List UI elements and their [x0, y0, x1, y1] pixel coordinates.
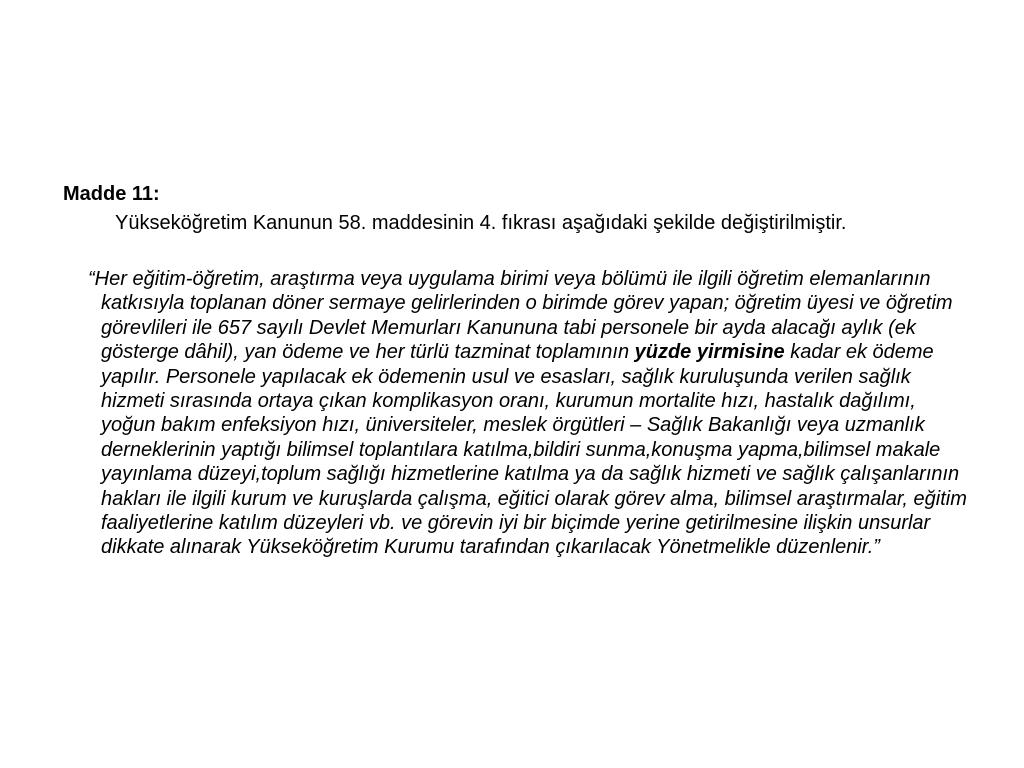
- quoted-amendment-text: [88, 267, 967, 560]
- quote-emphasis: yüzde yirmisine: [634, 341, 785, 364]
- intro-paragraph: Yükseköğretim Kanunun 58. maddesinin 4. fıkrası aşağıdaki şekilde değiştirilmiştir.: [115, 212, 847, 234]
- article-heading: Madde 11:: [63, 183, 160, 205]
- quote-text-after: kadar ek ödeme yapılır. Personele yapılacak ek ödemenin usul ve esasları, sağlık kuruluşunda verilen sağlık hizmeti sırasında ortaya çıkan komplikasyon oranı, kurumun mortalite hızı, hastalık dağılımı, yoğun bakım enfeksiyon hızı, üniversiteler, meslek örgütleri – Sağlık Bakanlığı veya uzmanlık derneklerinin yaptığı bilimsel toplantılara katılma,bildiri sunma,konuşma yapma,bilimsel makale yayınlama düzeyi,toplum sağlığı hizmetlerine katılma ya da sağlık hizmeti ve sağlık çalışanlarının hakları ile ilgili kurum ve kuruşlarda çalışma, eğitici olarak görev alma, bilimsel araştırmalar, eğitim faaliyetlerine katılım düzeyleri vb. ve görevin iyi bir biçimde yerine getirilmesine ilişkin unsurlar dikkate alınarak Yükseköğretim Kurumu tarafından çıkarılacak Yönetmelikle düzenlenir.”: [101, 341, 967, 559]
- quote-text-before: “Her eğitim-öğretim, araştırma veya uygulama birimi veya bölümü ile ilgili öğretim elemanlarının katkısıyla toplanan döner sermaye gelirlerinden o birimde görev yapan; öğretim üyesi ve öğretim görevlileri ile 657 sayılı Devlet Memurları Kanununa tabi personele bir ayda alacağı aylık (ek gösterge dâhil), yan ödeme ve her türlü tazminat toplamının: [88, 268, 953, 364]
